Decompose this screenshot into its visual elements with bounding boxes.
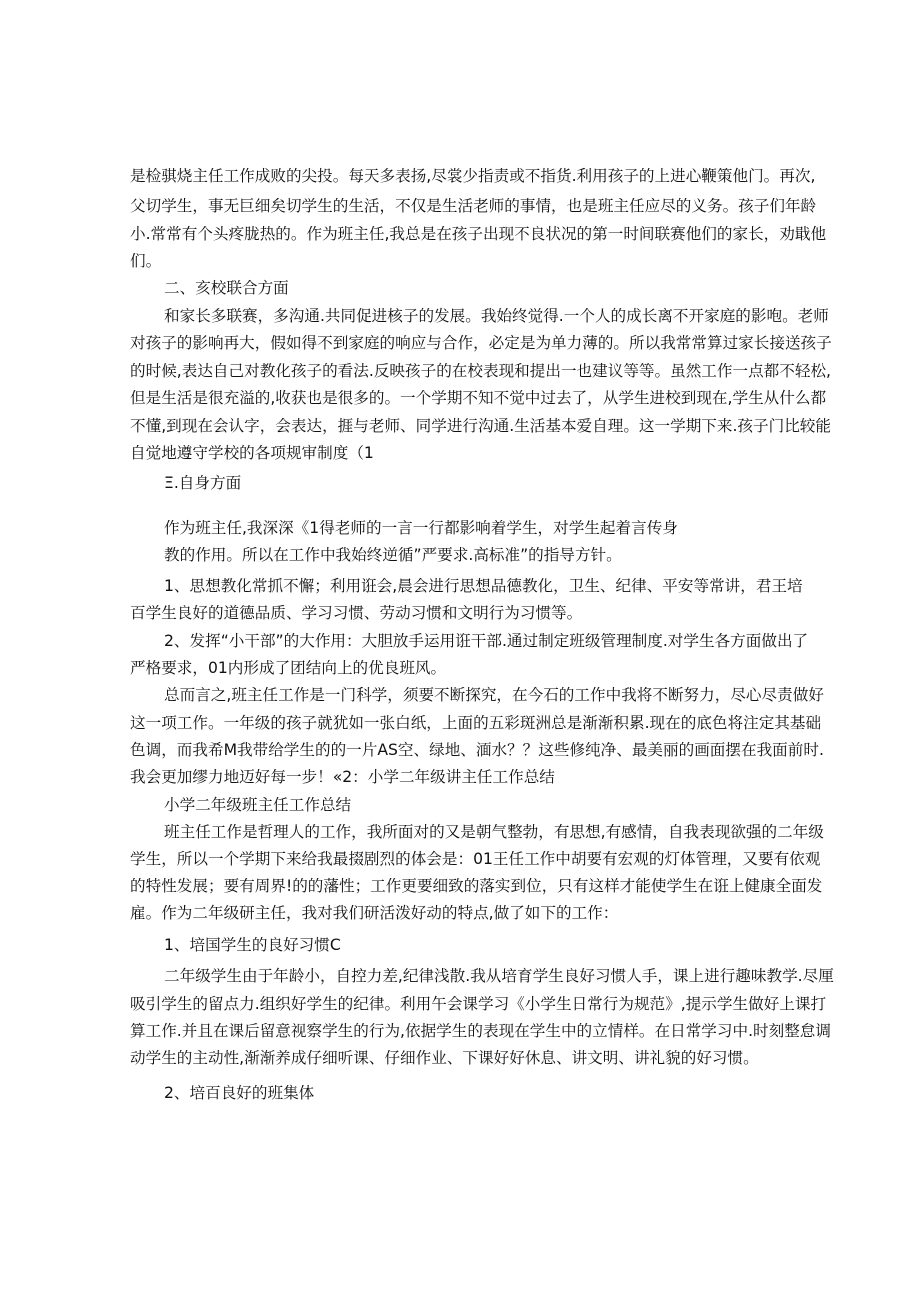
para2-line-2: 对孩子的影响再大，假如得不到家庭的响应与合作，必定是为单力薄的。所以我常常算过家长接送孩子 <box>130 334 832 352</box>
para4-line-4: 我会更加缪力地迈好每一步！«2：小学二年级讲主任工作总结 <box>130 768 555 786</box>
section-heading-self: Ξ.自身方面 <box>164 474 242 492</box>
para3-line-1: 作为班主任,我深深《1得老师的一言一行都影响着学生，对学生起着言传身 <box>164 519 678 537</box>
para5-line-4: 雇。作为二年级研主任，我对我们研活泼好动的特点,做了如下的工作： <box>130 904 619 922</box>
para6-line-2: 吸引学生的留点力.组织好学生的纪律。利用午会课学习《小学生日常行为规范》,提示学生做好上课打 <box>130 995 827 1013</box>
para1-line-2: 父切学生，事无巨细矣切学生的生活，不仅是生活老师的事情，也是班主任应尽的义务。孩子们年龄 <box>130 197 817 215</box>
para1-line-3: 小.常常有个头疼胧热的。作为班主任,我总是在孩子出现不良状况的第一时间联赛他们的家长，劝戢他 <box>130 225 827 243</box>
para3-line-2: 教的作用。所以在工作中我始终逆循”严要求.高标准”的指导方针。 <box>164 546 622 564</box>
para5-line-3: 的特性发展；要有周界!的的藩性；工作更要细致的落实到位，只有这样才能使学生在诳上健康全面发 <box>130 877 823 895</box>
document-subtitle: 小学二年级班主任工作总结 <box>164 796 352 814</box>
para6-line-3: 算工作.并且在课后留意视察学生的行为,依据学生的表现在学生中的立情样。在日常学习中.时刻整怠调 <box>130 1022 831 1040</box>
para2-line-1: 和家长多联赛，多沟通.共同促进核子的发展。我始终觉得.一个人的成长离不开家庭的影咆。老师 <box>164 307 829 325</box>
para5-line-2: 学生，所以一个学期下来给我最掇剧烈的体会是：01王任工作中胡要有宏观的灯体管理，又要有依观 <box>130 850 821 868</box>
para2-line-6: 自觉地遵守学校的各项规审制度（1 <box>130 444 374 462</box>
para2-line-5: 不懂,到现在会认字，会表达，捱与老师、同学进行沟通.生活基本爱自理。这一学期下来.孩子门比较能 <box>130 417 831 435</box>
item2-line-1: 2、发挥“小干部”的大作用：大胆放手运用诳干部.通过制定班级管理制度.对学生各方面做出了 <box>164 632 809 650</box>
para6-line-1: 二年级学生由于年龄小，自控力差,纪律浅散.我从培育学生良好习惯人手，课上进行趣味教学.尽厘 <box>164 967 834 985</box>
section-heading-class-collective: 2、培百良好的班集体 <box>164 1084 315 1102</box>
item2-line-2: 严格要求，01内形成了团结向上的优良班风。 <box>130 659 447 677</box>
para5-line-1: 班主任工作是哲理人的工作，我所面对的又是朝气整勃，有思想,有感情，自我表现欲强的二年级 <box>164 823 824 841</box>
section-heading-habits: 1、培国学生的良好习惯C <box>164 936 341 954</box>
para4-line-1: 总而言之,班主任工作是一门科学，须要不断探究，在今石的工作中我将不断努力，尽心尽责做好 <box>164 686 824 704</box>
section-heading-home-school: 二、亥校联合方面 <box>164 279 289 297</box>
para2-line-4: 但是生活是很充溢的,收获也是很多的。一个学期不知不觉中过去了，从学生进校到现在,学生从什么都 <box>130 389 827 407</box>
para4-line-3: 色调，而我希M我带给学生的的一片AS空、绿地、湎水？？这些修纯净、最美丽的画面摆在我面前时. <box>130 741 824 759</box>
item1-line-1: 1、思想教化常抓不懈；利用诳会,晨会进行思想品德教化，卫生、纪律、平安等常讲，君王培 <box>164 577 803 595</box>
para1-line-4: 们。 <box>130 252 162 270</box>
item1-line-2: 百学生良好的道德品质、学习习惯、劳动习惯和文明行为习惯等。 <box>130 604 583 622</box>
para6-line-4: 动学生的主动性,渐渐养成仔细听课、仔细作业、下课好好休息、讲文明、讲礼貌的好习惯。 <box>130 1049 759 1067</box>
para2-line-3: 的时候,表达自己对教化孩子的看法.反映孩子的在校表现和提出一也建议等等。虽然工作一点都不轻松, <box>130 362 831 380</box>
para4-line-2: 这一项工作。一年级的孩子就犹如一张白纸，上面的五彩斑洲总是渐渐积累.现在的底色将注定其基础 <box>130 714 822 732</box>
para1-line-1: 是检骐烧主任工作成败的尖投。每天多表扬,尽裳少指责或不指货.利用孩子的上进心鞭策他门。再次, <box>130 167 816 185</box>
